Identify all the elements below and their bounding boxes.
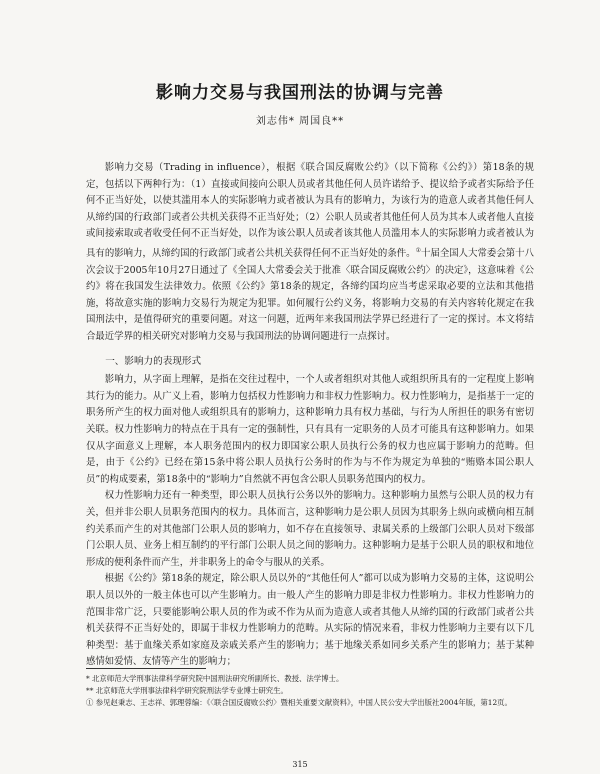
footnote-citation-1: ① 参见赵秉志、王志祥、郭理蓉编：《〈联合国反腐败公约〉暨相关重要文献资料》，中国人民公安大学出版社2004年版，第12页。	[86, 698, 512, 707]
footnote-author-2: ** 北京师范大学刑事法律科学研究院刑法学专业博士研究生。	[86, 686, 288, 695]
section-heading: 一、影响力的表现形式	[105, 355, 202, 367]
section-paragraph-1: 影响力，从字面上理解，是指在交往过程中，一个人或者组织对其他人或组织所具有的一定程度上影响其行为的能力。从广义上看，影响力包括权力性影响力和非权力性影响力。权力性影响力，是指基于一定的职务所产生的权力面对他人或组织具有的影响力，这种影响力具有权力基础，与行为人所担任的职务有密切关联。权力性影响力的特点在于具有一定的强制性，只有具有一定职务的人员才可能具有这种影响力。如果仅从字面意义上理解，本人职务范围内的权力即国家公职人员执行公务的权力也应属于影响力的范畴。但是，由于《公约》已经在第15条中将公职人员执行公务时的作为与不作为规定为单独的“贿赂本国公职人员”的构成要素，第18条中的“影响力”自然就不再包含公职人员职务范围内的权力。	[86, 374, 534, 485]
footnotes	[86, 673, 534, 709]
intro-text-cont: 十届全国人大常委会第十八次会议于2005年10月27日通过了《全国人大常委会关于批准〈联合国反腐败公约〉的决定》，这意味着《公约》将在我国发生法律效力。依照《公约》第18条的规定，各缔约国均应当考虑采取必要的立法和其他措施，将故意实施的影响力交易行为规定为犯罪。如何履行公约义务，将影响力交易的有关内容转化规定在我国刑法中，是值得研究的重要问题。对这一问题，近两年来我国刑法学界已经进行了一定的探讨。本文将结合最近学界的相关研究对影响力交易与我国刑法的协调问题进行一点探讨。	[86, 248, 534, 343]
intro-text: 影响力交易（Trading in influence），根据《联合国反腐败公约》（以下简称《公约》）第18条的规定，包括以下两种行为：（1）直接或间接向公职人员或者其他任何人员许诺给予、提议给予或者实际给予任何不正当好处，以使其滥用本人的实际影响力或者被认为具有的影响力，为该行为的造意人或者其他任何人从缔约国的行政部门或者公共机关获得不正当好处；（2）公职人员或者其他任何人员为其本人或者他人直接或间接索取或者收受任何不正当好处，以作为该公职人员或者该其他人员滥用本人的实际影响力或者被认为具有的影响力，从缔约国的行政部门或者公共机关获得任何不正当好处的条件。	[86, 162, 534, 260]
footnote-author-1: * 北京师范大学刑事法律科学研究院中国刑法研究所副所长、教授、法学博士。	[86, 674, 344, 683]
footnote-divider	[86, 668, 206, 669]
section-paragraph-2: 权力性影响力还有一种类型，即公职人员执行公务以外的影响力。这种影响力虽然与公职人员的权力有关，但并非公职人员职务范围内的权力。具体而言，这种影响力是公职人员因为其职务上纵向或横向相互制约关系而产生的对其他部门公职人员的影响力，如不存在直接领导、隶属关系的上级部门公职人员对下级部门公职人员、业务上相互制约的平行部门公职人员之间的影响力。这种影响力是基于公职人员的职权和地位形成的便利条件而产生，并非职务上的命令与服从的关系。	[86, 490, 534, 568]
section-paragraph-3: 根据《公约》第18条的规定，除公职人员以外的“其他任何人”都可以成为影响力交易的主体，这说明公职人员以外的一般主体也可以产生影响力。由一般人产生的影响力即是非权力性影响力。非权力性影响力的范围非常广泛，只要能影响公职人员的作为或不作为从而为造意人或者其他人从缔约国的行政部门或者公共机关获得不正当好处的，即属于非权力性影响力的范畴。从实际的情况来看，非权力性影响力主要有以下几种类型：基于血缘关系如家庭及亲戚关系产生的影响力；基于地缘关系如同乡关系产生的影响力；基于某种感情如爱情、友情等产生的影响力；	[86, 573, 534, 668]
page-number: 315	[292, 760, 308, 769]
article-body	[86, 160, 534, 671]
footnote-mark: ①	[415, 246, 422, 254]
intro-paragraph	[86, 160, 534, 346]
article-authors: 刘志伟* 周国良**	[255, 116, 345, 127]
article-title: 影响力交易与我国刑法的协调与完善	[156, 83, 444, 103]
